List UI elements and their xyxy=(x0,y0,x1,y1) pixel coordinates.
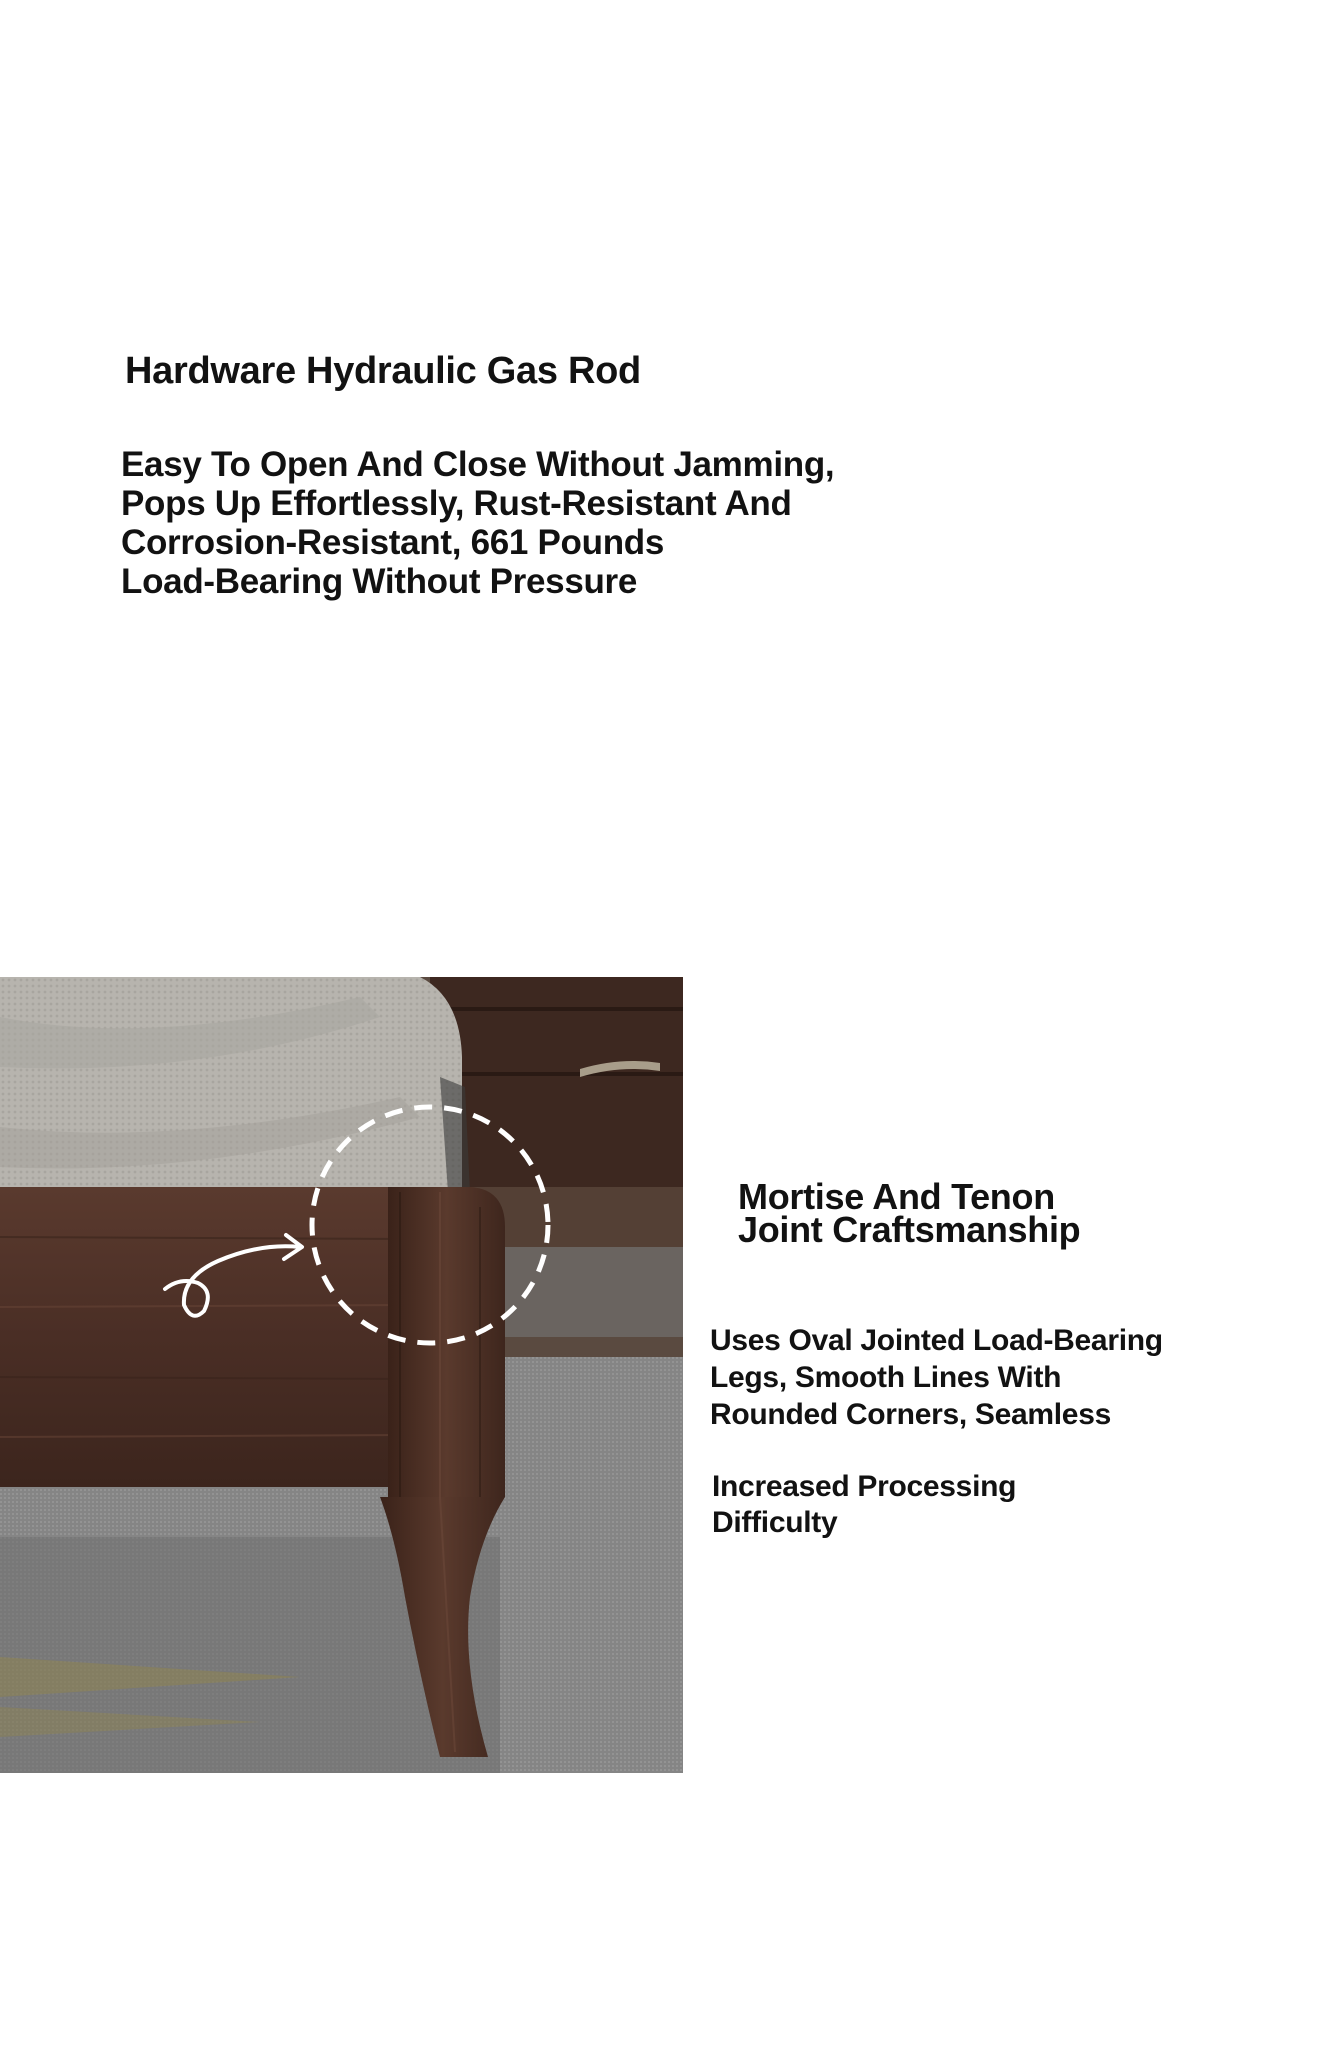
cropped-next-heading xyxy=(120,2030,460,2048)
hydraulic-rod-heading: Hardware Hydraulic Gas Rod xyxy=(125,350,641,392)
description-line: Load-Bearing Without Pressure xyxy=(121,562,638,601)
mortise-tenon-description xyxy=(710,1322,1163,1433)
description-line: Legs, Smooth Lines With xyxy=(710,1361,1062,1394)
description-line: Rounded Corners, Seamless xyxy=(710,1398,1111,1431)
processing-difficulty-note xyxy=(712,1469,1016,1541)
description-line: Corrosion-Resistant, 661 Pounds xyxy=(121,523,665,562)
mortise-tenon-heading xyxy=(738,1176,1081,1250)
description-line: Easy To Open And Close Without Jamming, xyxy=(121,445,835,484)
heading-line: Joint Craftsmanship xyxy=(738,1209,1081,1250)
heading-line: Mortise And Tenon xyxy=(738,1176,1055,1217)
bed-leg-photo xyxy=(0,977,683,1773)
description-line: Uses Oval Jointed Load-Bearing xyxy=(710,1324,1163,1357)
description-line: Pops Up Effortlessly, Rust-Resistant And xyxy=(121,484,792,523)
note-line: Difficulty xyxy=(712,1506,838,1539)
hydraulic-rod-description xyxy=(121,445,921,601)
note-line: Increased Processing xyxy=(712,1470,1017,1503)
